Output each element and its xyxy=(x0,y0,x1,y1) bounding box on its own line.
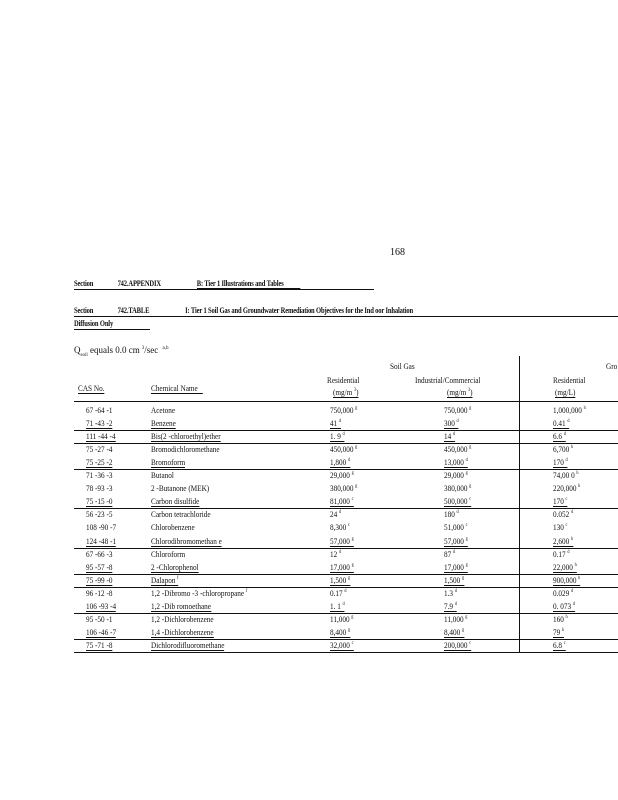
table-row-chemical: Bromodichloromethane xyxy=(151,444,220,455)
table-row-cas: 67 -66 -3 xyxy=(86,548,113,559)
table-row-chemical: Bromoform xyxy=(151,457,186,468)
table-row-cas: 71 -43 -2 xyxy=(86,418,113,429)
table-row-groundwater: 220,000 $^h$ xyxy=(553,483,581,494)
table-row-chemical: 1,2 -Dichlorobenzene xyxy=(151,613,214,624)
table-row-chemical: Chloroform xyxy=(151,548,186,559)
table-row-residential: 1. 9 $^d$ xyxy=(330,431,345,442)
table-row-industrial: 180 $^d$ xyxy=(444,509,459,520)
caption-rule-1 xyxy=(74,316,618,317)
table-row-cas: 75 -71 -8 xyxy=(86,639,113,650)
table-row-residential: 12 $^d$ xyxy=(330,548,342,559)
industrial-unit: (mg/m $^3$) xyxy=(447,387,473,397)
table-row-industrial: 87 $^d$ xyxy=(444,548,456,559)
table-caption-line1 xyxy=(74,306,413,315)
gw-unit: (mg/L) xyxy=(555,387,576,397)
table-row-cas: 75 -25 -2 xyxy=(86,457,113,468)
table-row-residential: 450,000 $^g$ xyxy=(330,444,358,455)
table-row-residential: 0.17 $^d$ xyxy=(330,587,347,598)
header-rule xyxy=(74,401,618,402)
table-row-groundwater: 74,00 0 $^h$ xyxy=(553,470,579,481)
table-row-groundwater: 130 $^c$ xyxy=(553,522,568,533)
caption-text: I: Tier 1 Soil Gas and Groundwater Remediation Objectives for the Ind oor Inhalation xyxy=(185,306,414,315)
table-row-groundwater: 0.17 $^d$ xyxy=(553,548,570,559)
section-rule xyxy=(74,289,374,290)
section-header xyxy=(74,279,300,288)
table-row-industrial: 7.9 $^d$ xyxy=(444,600,457,611)
table-row-cas: 75 -99 -0 xyxy=(86,574,113,585)
table-row-industrial: 57,000 $^g$ xyxy=(444,535,468,546)
table-row-residential: 24 $^d$ xyxy=(330,509,342,520)
table-row-industrial: 200,000 $^c$ xyxy=(444,639,472,650)
table-divider xyxy=(519,356,520,404)
table-row-residential: 8,300 $^c$ xyxy=(330,522,350,533)
table-row-chemical: Acetone xyxy=(151,405,176,415)
table-row-industrial: 11,000 $^g$ xyxy=(444,613,468,624)
qsoil-statement xyxy=(74,345,168,358)
section-label: Section xyxy=(74,279,94,288)
table-row-chemical: Dichlorodifluoromethane xyxy=(151,639,225,650)
table-row-cas: 108 -90 -7 xyxy=(86,522,117,533)
industrial-header: Industrial/Commercial xyxy=(415,375,481,385)
table-row-groundwater: 0. 073 $^d$ xyxy=(553,600,575,611)
table-row-cas: 71 -36 -3 xyxy=(86,470,113,481)
body-divider xyxy=(519,402,520,652)
table-row-industrial: 14 $^d$ xyxy=(444,431,456,442)
section-number: 742.APPENDIX xyxy=(117,279,161,288)
section-title: B: Tier 1 Illustrations and Tables xyxy=(197,279,300,289)
table-row-residential: 380,000 $^g$ xyxy=(330,483,358,494)
qsoil-unit: /sec xyxy=(144,345,159,355)
table-row-cas: 111 -44 -4 xyxy=(86,431,116,442)
qsoil-note: a,b xyxy=(162,346,169,351)
table-row-industrial: 380,000 $^g$ xyxy=(444,483,472,494)
table-row-chemical: Bis(2 -chloroethyl)ether xyxy=(151,431,221,442)
table-row-chemical: 1,2 -Dib romoethane xyxy=(151,600,211,611)
table-row-industrial: 750,000 $^g$ xyxy=(444,405,472,415)
table-row-residential: 1,800 $^d$ xyxy=(330,457,351,468)
caption-rule-2 xyxy=(74,329,150,330)
table-row-chemical: Carbon tetrachloride xyxy=(151,509,211,520)
row-rule xyxy=(74,652,618,653)
qsoil-sub: soil xyxy=(80,352,88,358)
table-row-groundwater: 0.41 $^d$ xyxy=(553,418,570,429)
table-row-cas: 75 -15 -0 xyxy=(86,496,113,507)
table-row-cas: 96 -12 -8 xyxy=(86,587,113,598)
table-row-groundwater: 0.029 $^d$ xyxy=(553,587,574,598)
qsoil-exp: 3 xyxy=(141,346,145,351)
table-row-groundwater: 170 $^c$ xyxy=(553,496,568,507)
table-row-residential: 81,000 $^c$ xyxy=(330,496,354,507)
table-row-groundwater: 6.8 $^c$ xyxy=(553,639,566,650)
table-row-residential: 17,000 $^g$ xyxy=(330,561,354,572)
table-row-residential: 41 $^d$ xyxy=(330,418,342,429)
cas-header: CAS No. xyxy=(78,383,105,393)
table-row-cas: 67 -64 -1 xyxy=(86,405,113,415)
table-row-residential: 29,000 $^g$ xyxy=(330,470,354,481)
table-row-industrial: 17,000 $^g$ xyxy=(444,561,468,572)
table-row-groundwater: 22,000 $^h$ xyxy=(553,561,577,572)
table-row-industrial: 1.3 $^d$ xyxy=(444,587,457,598)
table-row-cas: 95 -50 -1 xyxy=(86,613,113,624)
table-row-industrial: 8,400 $^g$ xyxy=(444,626,465,637)
table-row-industrial: 13,000 $^d$ xyxy=(444,457,468,468)
qsoil-text: equals 0.0 cm xyxy=(89,345,140,355)
table-row-chemical: 2 -Chlorophenol xyxy=(151,561,199,572)
table-row-cas: 78 -93 -3 xyxy=(86,483,113,494)
table-row-chemical: 2 -Butanone (MEK) xyxy=(151,483,210,494)
residential-unit: (mg/m $^3$) xyxy=(333,387,359,397)
table-row-groundwater: 0.052 $^d$ xyxy=(553,509,574,520)
table-row-cas: 106 -93 -4 xyxy=(86,600,117,611)
table-row-cas: 106 -46 -7 xyxy=(86,626,117,637)
caption-table-number: 742.TABLE xyxy=(117,306,150,315)
groundwater-header: Gro xyxy=(606,361,618,371)
table-row-chemical: Chlorodibromomethan e xyxy=(151,535,222,546)
gw-residential-header: Residential xyxy=(553,375,586,385)
table-row-industrial: 300 $^d$ xyxy=(444,418,459,429)
caption-section-label: Section xyxy=(74,306,94,315)
table-row-industrial: 51,000 $^c$ xyxy=(444,522,468,533)
table-row-groundwater: 160 $^h$ xyxy=(553,613,568,624)
table-row-industrial: 1,500 $^g$ xyxy=(444,574,465,585)
table-row-residential: 1. 1 $^d$ xyxy=(330,600,345,611)
qsoil-q: Q xyxy=(74,345,81,355)
table-row-groundwater: 6,700 $^h$ xyxy=(553,444,574,455)
table-row-chemical: Butanol xyxy=(151,470,174,481)
chemical-header: Chemical Name xyxy=(151,383,203,394)
table-row-cas: 124 -48 -1 xyxy=(86,535,117,546)
table-row-cas: 56 -23 -5 xyxy=(86,509,113,520)
table-row-cas: 75 -27 -4 xyxy=(86,444,113,455)
table-row-chemical: 1,2 -Dibromo -3 -chloropropane $^f$ xyxy=(151,587,248,598)
table-row-chemical: Chlorobenzene xyxy=(151,522,195,533)
table-row-residential: 32,000 $^c$ xyxy=(330,639,354,650)
table-row-residential: 11,000 $^g$ xyxy=(330,613,354,624)
table-row-industrial: 29,000 $^g$ xyxy=(444,470,468,481)
table-row-groundwater: 6.6 $^d$ xyxy=(553,431,566,442)
table-row-groundwater: 1,000,000 $^h$ xyxy=(553,405,586,415)
table-row-chemical: Dalapon $^f$ xyxy=(151,574,179,585)
table-row-groundwater: 79 $^h$ xyxy=(553,626,565,637)
page-number: 168 xyxy=(390,247,405,258)
table-row-groundwater: 170 $^d$ xyxy=(553,457,568,468)
table-row-industrial: 500,000 $^c$ xyxy=(444,496,472,507)
table-row-chemical: 1,4 -Dichlorobenzene xyxy=(151,626,214,637)
table-row-chemical: Benzene xyxy=(151,418,176,429)
table-row-residential: 8,400 $^g$ xyxy=(330,626,351,637)
table-row-industrial: 450,000 $^g$ xyxy=(444,444,472,455)
soil-gas-header: Soil Gas xyxy=(390,361,415,371)
table-row-groundwater: 2,600 $^h$ xyxy=(553,535,574,546)
table-row-chemical: Carbon disulfide xyxy=(151,496,200,507)
residential-header: Residential xyxy=(327,375,360,385)
table-row-residential: 1,500 $^g$ xyxy=(330,574,351,585)
table-row-groundwater: 900,000 $^h$ xyxy=(553,574,581,585)
table-row-residential: 57,000 $^g$ xyxy=(330,535,354,546)
table-row-residential: 750,000 $^g$ xyxy=(330,405,358,415)
table-caption-line2: Diffusion Only xyxy=(74,319,114,328)
table-row-cas: 95 -57 -8 xyxy=(86,561,113,572)
